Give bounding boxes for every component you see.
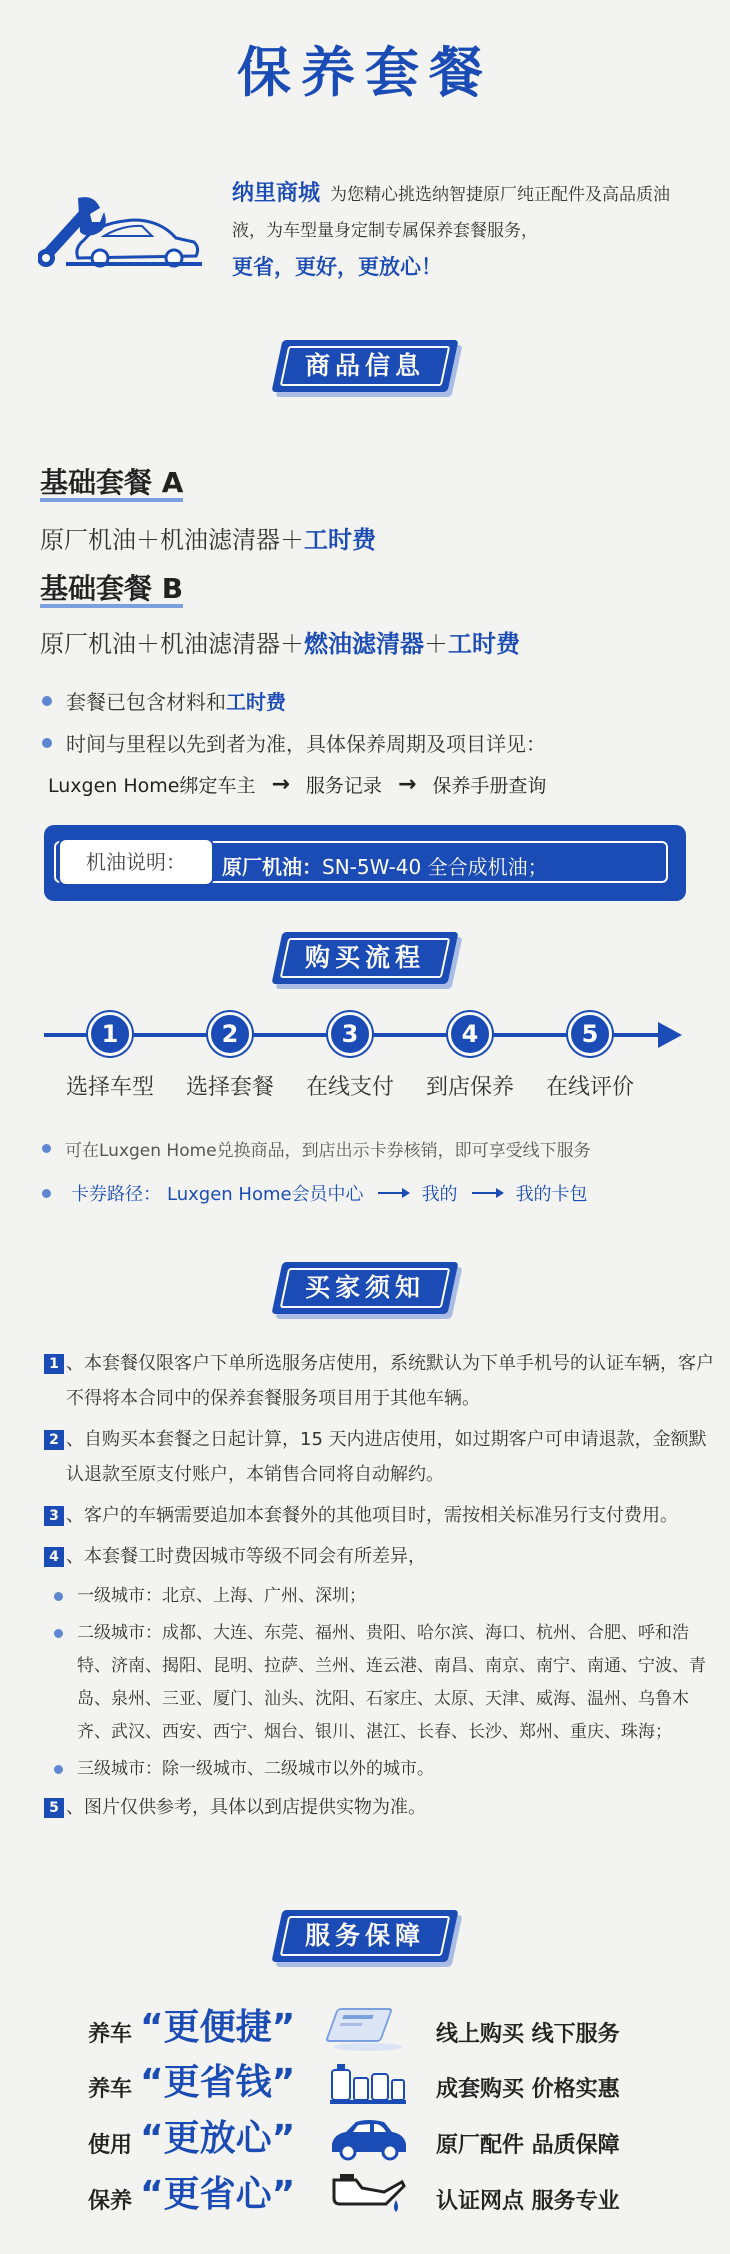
section-title: 买家须知 [304, 1273, 425, 1302]
redeem-note: 可在Luxgen Home兑换商品，到店出示卡券核销，即可享受线下服务 [42, 1136, 591, 1161]
car-icon [326, 2114, 410, 2164]
city-tier-item: 一级城市：北京、上海、广州、深圳； [44, 1580, 714, 1613]
notice-item: 5 、图片仅供参考，具体以到店提供实物为准。 [44, 1790, 714, 1825]
process-step: 1 选择车型 [45, 1012, 175, 1101]
coupon-path: 卡券路径： Luxgen Home会员中心 我的 我的卡包 [42, 1180, 588, 1206]
section-title: 服务保障 [304, 1921, 425, 1950]
arrow-right-icon: → [271, 772, 290, 797]
process-step: 3 在线支付 [285, 1012, 415, 1101]
package-b-title: 基础套餐 B [40, 572, 183, 608]
arrow-right-icon: → [397, 772, 417, 797]
section-header-product-info [0, 340, 730, 400]
process-step: 5 在线评价 [525, 1012, 655, 1101]
intro-slogan: 更省，更好，更放心！ [232, 255, 442, 279]
bullet-item: 时间与里程以先到者为准，具体保养周期及项目详见： [42, 728, 546, 757]
section-header-buyer-notice [0, 1262, 730, 1322]
arrow-right-icon [658, 1022, 682, 1048]
notice-item: 4 、本套餐工时费因城市等级不同会有所差异， [44, 1539, 714, 1574]
guarantee-row: 保养 “更省心” 认证网点 服务专业 [0, 2170, 730, 2226]
arrow-right-icon [472, 1192, 502, 1194]
section-header-service-guarantee [0, 1910, 730, 1970]
brand-name: 纳里商城 [232, 181, 321, 206]
notice-list [44, 1346, 714, 1831]
guarantee-row: 养车 “更便捷” 线上购买 线下服务 [0, 2003, 730, 2059]
process-step: 4 到店保养 [405, 1012, 535, 1101]
process-step: 2 选择套餐 [165, 1012, 295, 1101]
notice-item: 2 、自购买本套餐之日起计算，15 天内进店使用，如过期客户可申请退款，金额默认退款至原支付账户，本销售合同将自动解约。 [44, 1422, 714, 1492]
wrench-car-icon [38, 192, 203, 277]
section-title: 购买流程 [304, 943, 425, 972]
oil-note-value: 原厂机油：SN-5W-40 全合成机油； [222, 855, 548, 879]
oil-can-icon [326, 2170, 410, 2220]
section-header-purchase-flow [0, 932, 730, 992]
section-title: 商品信息 [304, 351, 425, 380]
oil-note-label: 机油说明： [58, 838, 214, 886]
manual-path: Luxgen Home绑定车主 → 服务记录 → 保养手册查询 [48, 772, 547, 797]
page-title: 保养套餐 [237, 41, 493, 104]
notice-item: 1 、本套餐仅限客户下单所选服务店使用，系统默认为下单手机号的认证车辆，客户不得将本合同中的保养套餐服务项目用于其他车辆。 [44, 1346, 714, 1416]
bullet-item: 套餐已包含材料和 工时费 [42, 686, 286, 715]
intro-description: 为您精心挑选纳智捷原厂纯正配件及高品质油液，为车型量身定制专属保养套餐服务， [232, 185, 671, 241]
city-tier-item: 三级城市：除一级城市、二级城市以外的城市。 [44, 1753, 714, 1786]
guarantee-row: 使用 “更放心” 原厂配件 品质保障 [0, 2114, 730, 2170]
city-tier-item: 二级城市：成都、大连、东莞、福州、贵阳、哈尔滨、海口、杭州、合肥、呼和浩特、济南、揭阳、昆明、拉萨、兰州、连云港、南昌、南京、南宁、南通、宁波、青岛、泉州、三亚、厦门、汕头、沈阳、石家庄、太原、天津、威海、温州、乌鲁木齐、武汉、西安、西宁、烟台、银川、湛江、长春、长沙、郑州、重庆、珠海； [44, 1617, 714, 1749]
package-b-items: 原厂机油＋机油滤清器＋燃油滤清器＋工时费 [40, 630, 520, 658]
guarantee-row: 养车 “更省钱” 成套购买 价格实惠 [0, 2058, 730, 2114]
process-steps [0, 1000, 730, 1110]
oil-bottles-icon [326, 2058, 410, 2108]
arrow-right-icon [378, 1192, 408, 1194]
notice-item: 3 、客户的车辆需要追加本套餐外的其他项目时，需按相关标准另行支付费用。 [44, 1498, 714, 1533]
intro-text [232, 176, 702, 287]
package-a-items: 原厂机油＋机油滤清器＋工时费 [40, 526, 376, 554]
package-a-title: 基础套餐 A [40, 466, 183, 502]
phone-card-icon [326, 2003, 410, 2053]
